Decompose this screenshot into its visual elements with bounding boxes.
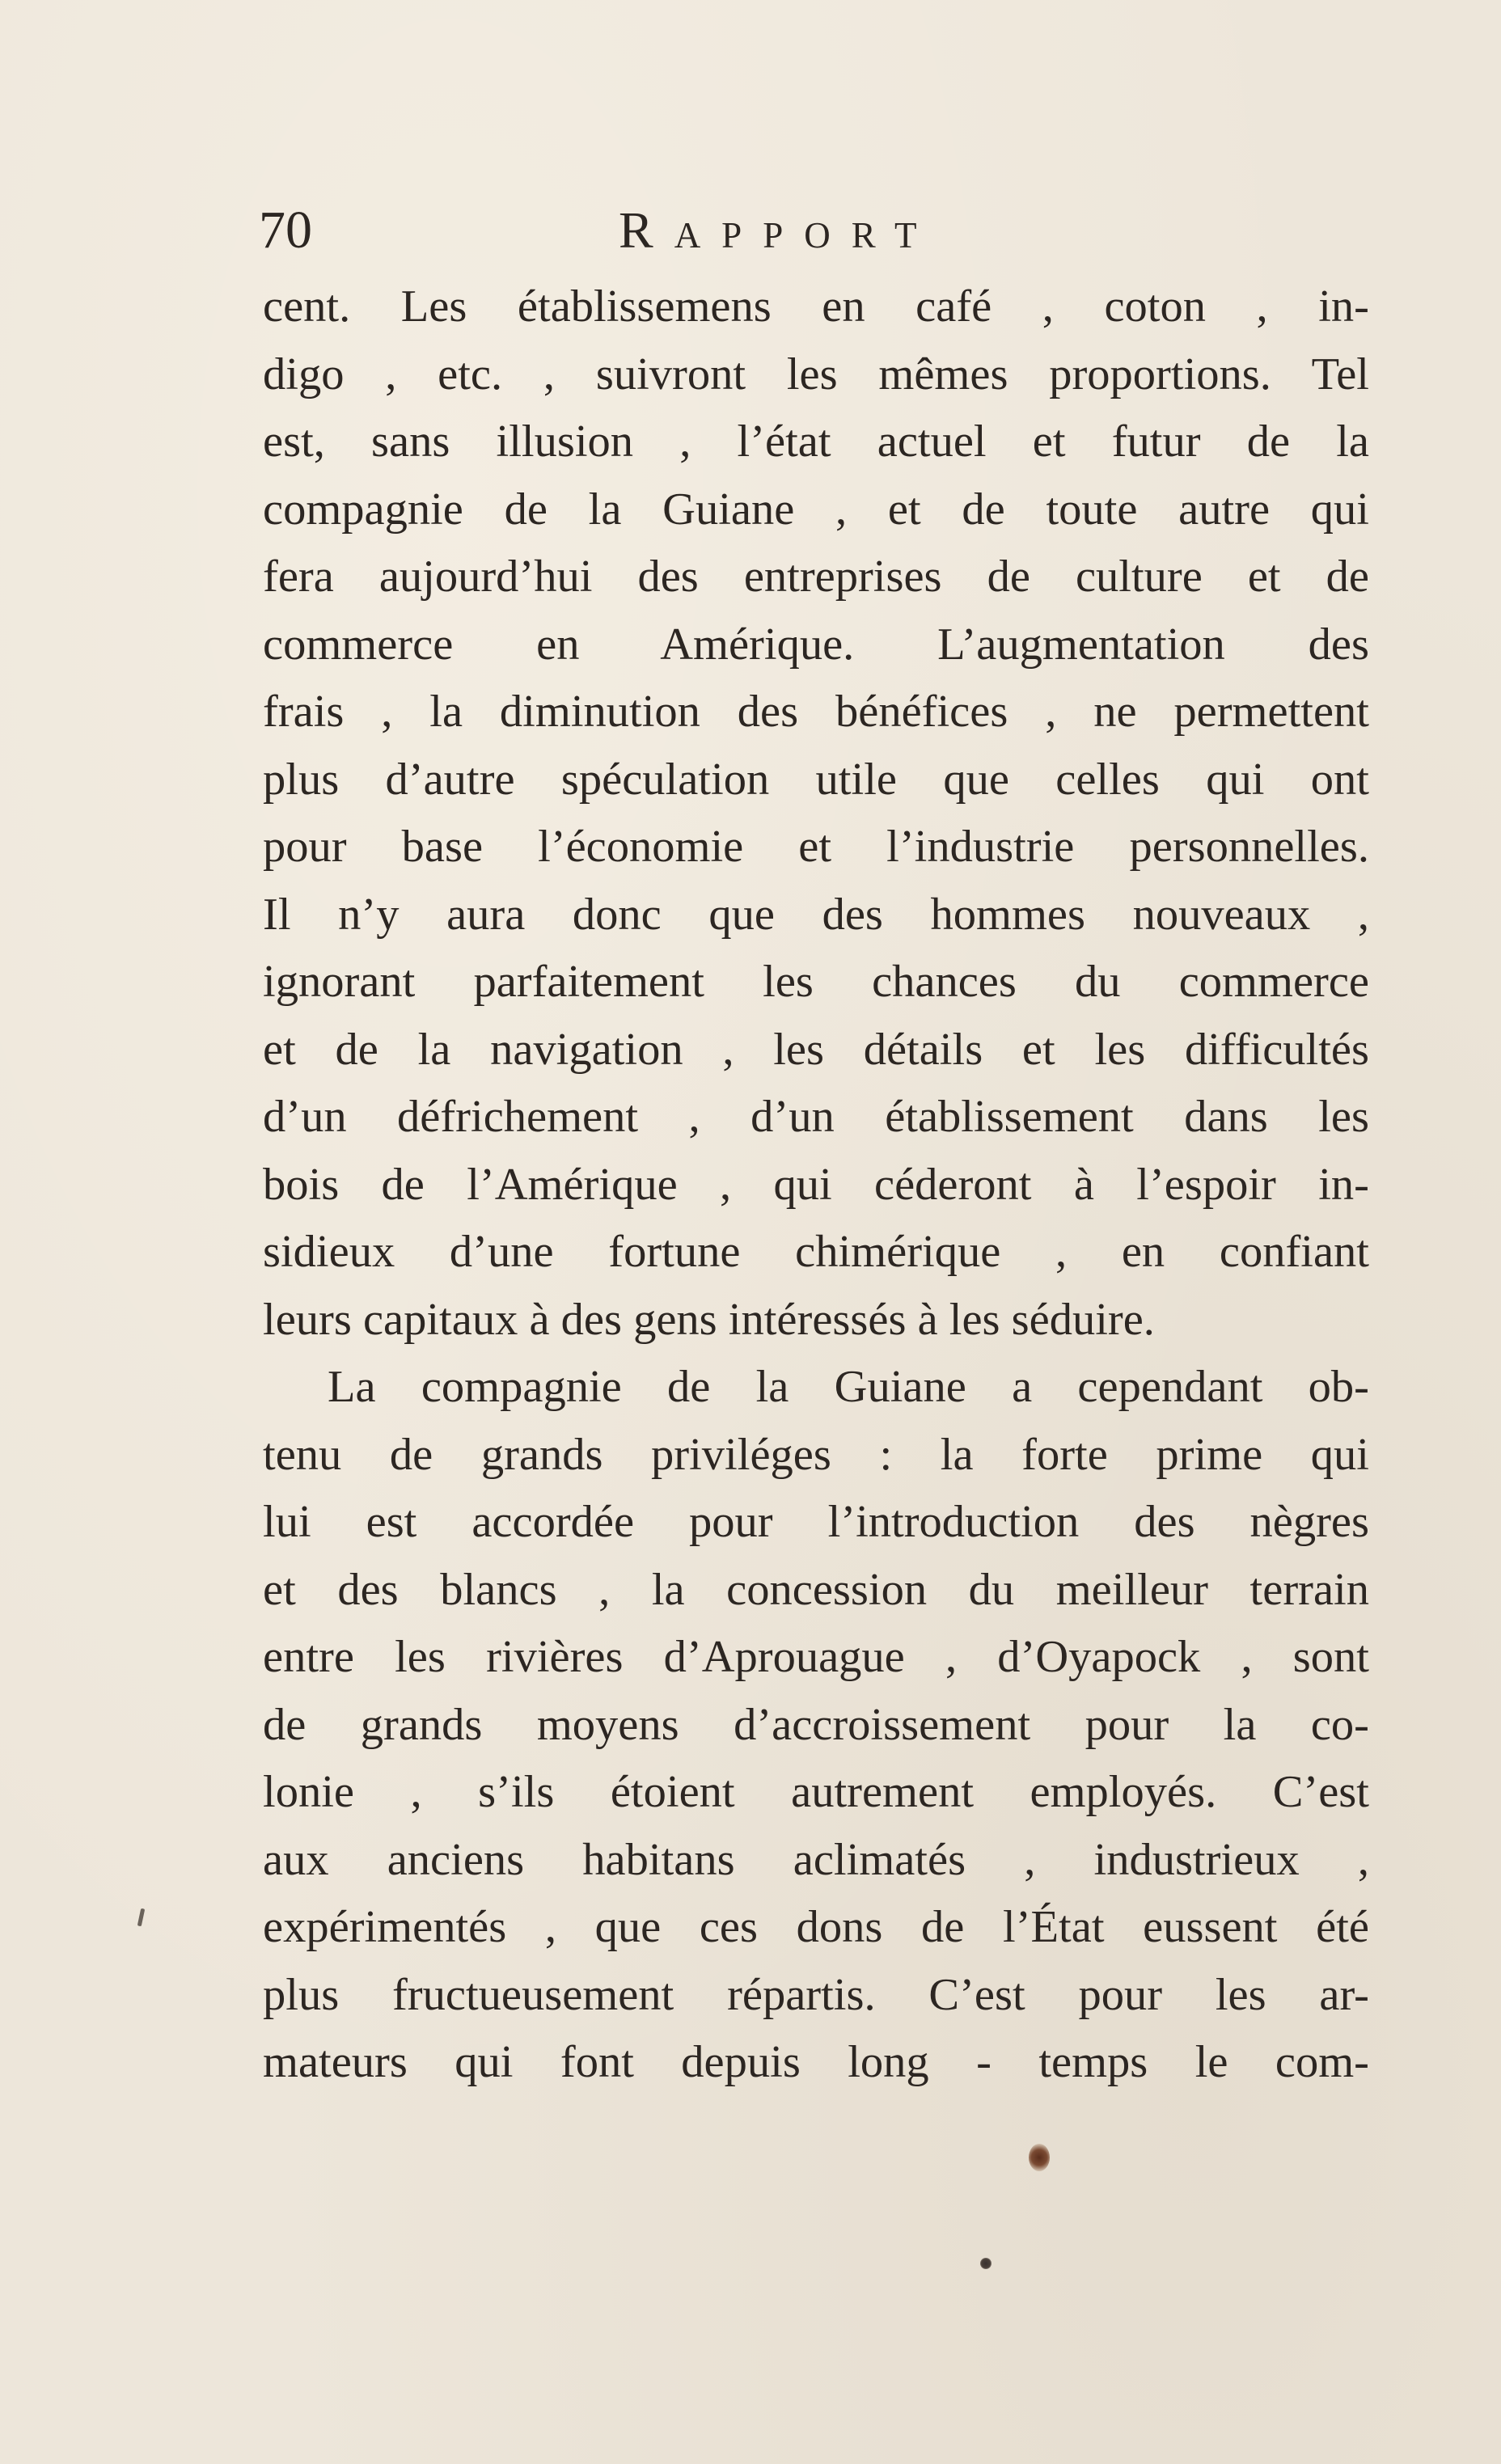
running-head	[259, 194, 1375, 267]
text-line: cent. Les établissemens en café , coton , in-	[263, 281, 1369, 332]
text-line: commerce en Amérique. L’augmentation des	[263, 619, 1369, 670]
text-line: plus d’autre spéculation utile que celles qui ont	[263, 754, 1369, 805]
text-line: et de la navigation , les détails et les difficultés	[263, 1024, 1369, 1075]
text-line: frais , la diminution des bénéfices , ne permettent	[263, 687, 1369, 737]
text-line: et des blancs , la concession du meilleur terrain	[263, 1564, 1369, 1615]
text-line: mateurs qui font depuis long - temps le com-	[263, 2037, 1369, 2087]
ink-stain	[1029, 2144, 1050, 2171]
text-line: bois de l’Amérique , qui céderont à l’espoir in-	[263, 1159, 1369, 1210]
text-line: fera aujourd’hui des entreprises de culture et de	[263, 552, 1369, 602]
text-line: plus fructueusement répartis. C’est pour les ar-	[263, 1969, 1369, 2020]
text-line: compagnie de la Guiane , et de toute autre qui	[263, 484, 1369, 535]
text-line: ignorant parfaitement les chances du commerce	[263, 957, 1369, 1007]
text-line: tenu de grands priviléges : la forte prime qui	[263, 1429, 1369, 1480]
text-line: aux anciens habitans aclimatés , industrieux ,	[263, 1834, 1369, 1885]
text-line: lonie , s’ils étoient autrement employés. C’est	[263, 1767, 1369, 1817]
page-number: 70	[259, 201, 312, 260]
margin-mark	[137, 1908, 145, 1927]
running-title: Rapport	[619, 201, 938, 259]
text-line: pour base l’économie et l’industrie personnelles.	[263, 822, 1369, 872]
text-line: est, sans illusion , l’état actuel et futur de la	[263, 416, 1369, 467]
text-line: d’un défrichement , d’un établissement dans les	[263, 1092, 1369, 1142]
text-line: sidieux d’une fortune chimérique , en confiant	[263, 1227, 1369, 1277]
text-line: lui est accordée pour l’introduction des nègres	[263, 1497, 1369, 1547]
paragraph-start-line: La compagnie de la Guiane a cependant ob-	[328, 1362, 1369, 1412]
ink-dot	[980, 2258, 992, 2269]
text-line: entre les rivières d’Aprouague , d’Oyapock , sont	[263, 1632, 1369, 1682]
text-line: digo , etc. , suivront les mêmes proportions. Tel	[263, 349, 1369, 399]
body-text	[263, 273, 1369, 2097]
text-line: leurs capitaux à des gens intéressés à les séduire.	[263, 1294, 1155, 1345]
text-line: Il n’y aura donc que des hommes nouveaux ,	[263, 889, 1369, 940]
text-line: de grands moyens d’accroissement pour la co-	[263, 1699, 1369, 1750]
text-line: expérimentés , que ces dons de l’État eussent été	[263, 1902, 1369, 1952]
